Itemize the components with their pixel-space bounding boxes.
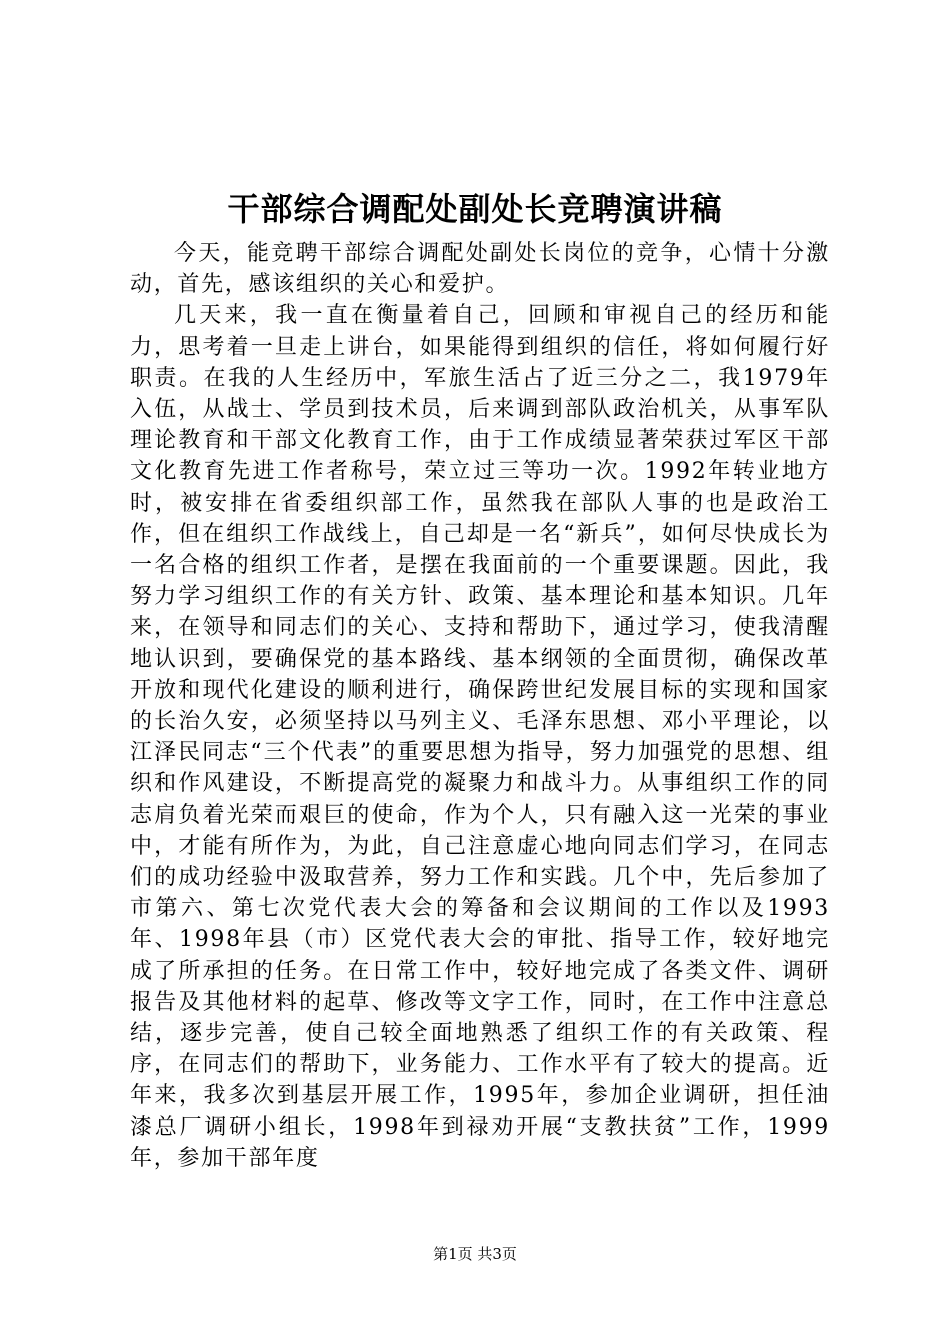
document-body — [130, 238, 830, 1174]
paragraph-2: 几天来，我一直在衡量着自己，回顾和审视自己的经历和能力，思考着一旦走上讲台，如果能得到组织的信任，将如何履行好职责。在我的人生经历中，军旅生活占了近三分之二，我1979年入伍，从战士、学员到技术员，后来调到部队政治机关，从事军队理论教育和干部文化教育工作，由于工作成绩显著荣获过军区干部文化教育先进工作者称号，荣立过三等功一次。1992年转业地方时，被安排在省委组织部工作，虽然我在部队人事的也是政治工作，但在组织工作战线上，自己却是一名“新兵”，如何尽快成长为一名合格的组织工作者，是摆在我面前的一个重要课题。因此，我努力学习组织工作的有关方针、政策、基本理论和基本知识。几年来，在领导和同志们的关心、支持和帮助下，通过学习，使我清醒地认识到，要确保党的基本路线、基本纲领的全面贯彻，确保改革开放和现代化建设的顺利进行，确保跨世纪发展目标的实现和国家的长治久安，必须坚持以马列主义、毛泽东思想、邓小平理论，以江泽民同志“三个代表”的重要思想为指导，努力加强党的思想、组织和作风建设，不断提高党的凝聚力和战斗力。从事组织工作的同志肩负着光荣而艰巨的使命，作为个人，只有融入这一光荣的事业中，才能有所作为，为此，自己注意虚心地向同志们学习，在同志们的成功经验中汲取营养，努力工作和实践。几个中，先后参加了市第六、第七次党代表大会的筹备和会议期间的工作以及1993年、1998年县（市）区党代表大会的审批、指导工作，较好地完成了所承担的任务。在日常工作中，较好地完成了各类文件、调研报告及其他材料的起草、修改等文字工作，同时，在工作中注意总结，逐步完善，使自己较全面地熟悉了组织工作的有关政策、程序，在同志们的帮助下，业务能力、工作水平有了较大的提高。近年来，我多次到基层开展工作，1995年，参加企业调研，担任油漆总厂调研小组长，1998年到禄劝开展“支教扶贫”工作，1999年，参加干部年度 — [130, 303, 830, 1171]
paragraph-1: 今天，能竞聘干部综合调配处副处长岗位的竞争，心情十分激动，首先，感该组织的关心和爱护。 — [130, 241, 830, 298]
page-footer: 第1页 共3页 — [433, 1245, 517, 1263]
document-title: 干部综合调配处副处长竞聘演讲稿 — [227, 190, 723, 228]
